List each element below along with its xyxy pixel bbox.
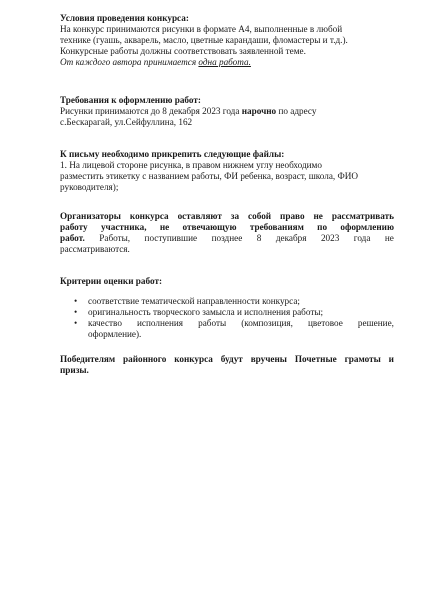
org-w: не bbox=[384, 233, 394, 243]
crit-w: работы bbox=[198, 318, 227, 328]
org-w: право bbox=[280, 211, 305, 221]
org-w: не bbox=[313, 211, 323, 221]
crit-w: (композиция, bbox=[241, 318, 293, 328]
criteria-item-3-line-1 bbox=[88, 318, 394, 329]
org-w: работу bbox=[60, 222, 88, 232]
conditions-line-4 bbox=[60, 57, 394, 68]
win-w: районного bbox=[122, 354, 167, 364]
org-w: конкурса bbox=[129, 211, 169, 221]
criteria-item-text: соответствие тематической направленности конкурса; bbox=[88, 296, 300, 306]
org-w: оформлению bbox=[340, 222, 394, 232]
org-line-1 bbox=[60, 211, 394, 222]
conditions-line-2: технике (гуашь, акварель, масло, цветные карандаши, фломастеры и т.д.). bbox=[60, 35, 348, 45]
win-w: вручены bbox=[250, 354, 287, 364]
org-line-3 bbox=[60, 233, 394, 244]
requirements-line-1-pre: Рисунки принимаются до 8 декабря 2023 года bbox=[60, 106, 242, 116]
conditions-italic-note: От каждого автора принимается bbox=[60, 57, 197, 67]
crit-w: качество bbox=[88, 318, 122, 328]
org-w: по bbox=[317, 222, 328, 232]
attach-line-2: разместить этикетку с названием работы, ФИ ребенка, возраст, школа, ФИО bbox=[60, 171, 359, 181]
org-w: декабря bbox=[275, 233, 307, 243]
attach-line-3: руководителя); bbox=[60, 182, 119, 192]
criteria-item-text: оригинальность творческого замысла и исполнения работы; bbox=[88, 307, 324, 317]
conditions-line-3: Конкурсные работы должны соответствовать заявленной теме. bbox=[60, 46, 306, 56]
conditions-heading: Условия проведения конкурса: bbox=[60, 13, 189, 23]
section-organizers bbox=[60, 211, 394, 255]
org-w: отвечающую bbox=[182, 222, 237, 232]
winners-line-2: призы. bbox=[60, 365, 89, 375]
requirements-address: с.Бескарагай, ул.Сейфуллина, 162 bbox=[60, 117, 193, 127]
requirements-line-1 bbox=[60, 106, 394, 117]
org-w: Организаторы bbox=[60, 211, 121, 221]
org-w-bold: работ. bbox=[60, 233, 85, 243]
org-w: Работы, bbox=[99, 233, 131, 243]
criteria-item bbox=[74, 307, 394, 318]
conditions-underlined-note: одна работа. bbox=[198, 57, 251, 67]
crit-w: исполнения bbox=[137, 318, 184, 328]
org-w: позднее bbox=[211, 233, 243, 243]
attach-heading: К письму необходимо прикрепить следующие файлы: bbox=[60, 149, 285, 159]
org-w: 2023 bbox=[320, 233, 340, 243]
org-w: рассматривать bbox=[331, 211, 394, 221]
criteria-item-3-line-2: оформление). bbox=[88, 329, 142, 339]
requirements-line-1-bold: нарочно bbox=[241, 106, 277, 116]
org-line-4: рассматриваются. bbox=[60, 244, 130, 254]
conditions-line-1: На конкурс принимаются рисунки в формате А4, выполненные в любой bbox=[60, 24, 343, 34]
crit-w: решение, bbox=[357, 318, 394, 328]
org-w: 8 bbox=[256, 233, 262, 243]
section-requirements bbox=[60, 95, 394, 128]
criteria-item-3 bbox=[88, 318, 394, 340]
win-w: и bbox=[388, 354, 394, 364]
org-w: поступившие bbox=[144, 233, 198, 243]
attach-line-1: 1. На лицевой стороне рисунка, в правом нижнем углу необходимо bbox=[60, 160, 322, 170]
win-w: грамоты bbox=[344, 354, 381, 364]
criteria-item bbox=[74, 296, 394, 307]
section-attachments bbox=[60, 149, 394, 193]
org-w: участника, bbox=[100, 222, 147, 232]
win-w: Почетные bbox=[294, 354, 337, 364]
section-criteria bbox=[60, 276, 394, 287]
bullet-icon: • bbox=[74, 296, 78, 306]
org-line-2 bbox=[60, 222, 394, 233]
win-w: Победителям bbox=[60, 354, 116, 364]
section-conditions bbox=[60, 13, 394, 68]
win-w: будут bbox=[220, 354, 243, 364]
requirements-line-1-post: по адресу bbox=[276, 106, 317, 116]
criteria-item bbox=[74, 318, 394, 340]
org-w: оставляют bbox=[177, 211, 222, 221]
winners-line-1 bbox=[60, 354, 394, 365]
section-winners bbox=[60, 354, 394, 376]
bullet-icon: • bbox=[74, 318, 78, 328]
bullet-icon: • bbox=[74, 307, 78, 317]
criteria-heading: Критерии оценки работ: bbox=[60, 276, 163, 286]
org-w: года bbox=[353, 233, 371, 243]
crit-w: цветовое bbox=[308, 318, 343, 328]
org-w: собой bbox=[248, 211, 272, 221]
requirements-heading: Требования к оформлению работ: bbox=[60, 95, 201, 105]
org-w: за bbox=[230, 211, 240, 221]
org-w: не bbox=[159, 222, 170, 232]
org-w: требованиям bbox=[249, 222, 304, 232]
win-w: конкурса bbox=[174, 354, 213, 364]
